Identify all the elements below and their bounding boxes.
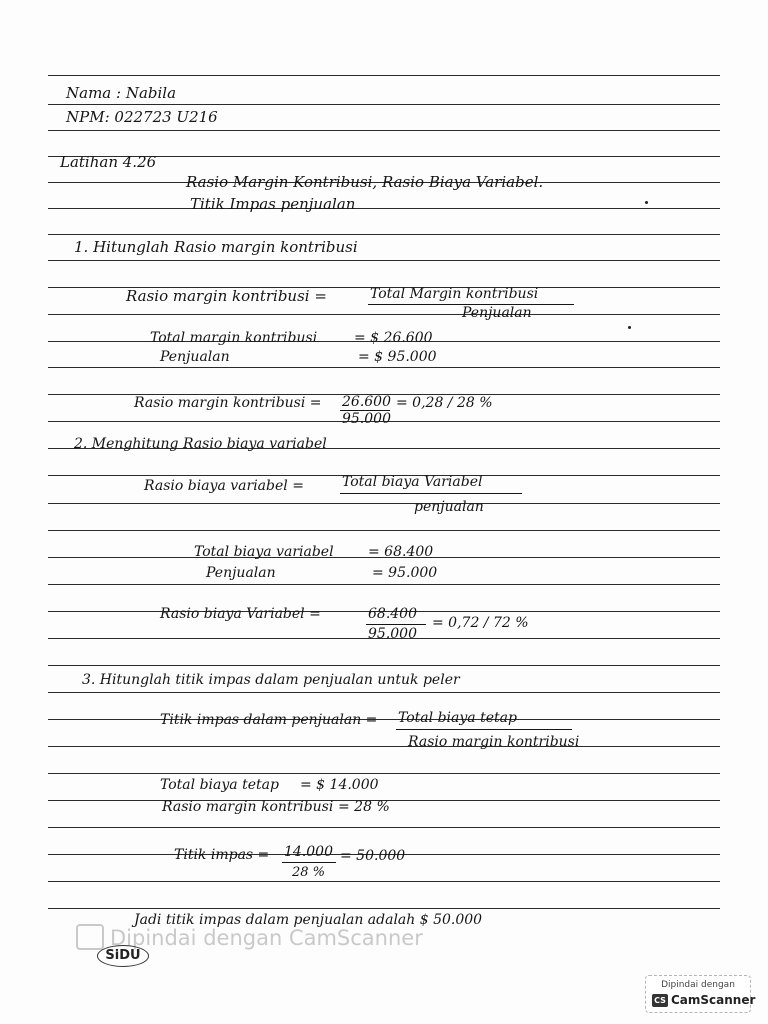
q2-formula-lhs: Rasio biaya variabel = xyxy=(144,478,304,494)
q3-calc-result: = 50.000 xyxy=(340,848,406,864)
rule-line xyxy=(48,260,720,261)
ink-dot xyxy=(645,201,648,204)
fraction-bar xyxy=(366,624,426,625)
q1-total-label: Total margin kontribusi xyxy=(150,330,318,346)
q3-fixed-label: Total biaya tetap xyxy=(160,777,279,793)
fraction-bar xyxy=(282,862,336,863)
q2-calc-lhs: Rasio biaya Variabel = xyxy=(160,606,321,622)
q2-total-value: = 68.400 xyxy=(368,544,434,560)
rule-line xyxy=(48,367,720,368)
rule-line xyxy=(48,75,720,76)
rule-line xyxy=(48,503,720,504)
camscanner-watermark: Dipindai dengan CamScanner xyxy=(110,926,423,950)
q1-calc-result: = 0,28 / 28 % xyxy=(396,395,493,411)
camscanner-logo-icon: CS xyxy=(652,994,668,1007)
q1-calc-lhs: Rasio margin kontribusi = xyxy=(134,395,322,411)
exercise-topic-1: Rasio Margin Kontribusi, Rasio Biaya Variabel. xyxy=(186,173,544,191)
q1-sales-label: Penjualan xyxy=(160,349,230,365)
rule-line xyxy=(48,104,720,105)
rule-line xyxy=(48,208,720,209)
rule-line xyxy=(48,584,720,585)
student-name: Nama : Nabila xyxy=(66,84,177,102)
q3-fixed-value: = $ 14.000 xyxy=(300,777,379,793)
q3-formula-numerator: Total biaya tetap xyxy=(398,710,517,726)
q3-heading: 3. Hitunglah titik impas dalam penjualan untuk peler xyxy=(82,672,460,688)
rule-line xyxy=(48,234,720,235)
q3-ratio-label: Rasio margin kontribusi xyxy=(162,799,334,815)
exercise-title: Latihan 4.26 xyxy=(60,153,157,171)
q2-calc-denominator: 95.000 xyxy=(368,626,417,642)
q3-calc-denominator: 28 % xyxy=(292,865,326,880)
q2-calc-result: = 0,72 / 72 % xyxy=(432,615,529,631)
q3-formula-denominator: Rasio margin kontribusi xyxy=(408,734,580,750)
rule-line xyxy=(48,130,720,131)
q3-formula-lhs: Titik impas dalam penjualan = xyxy=(160,712,378,728)
rule-line xyxy=(48,530,720,531)
q1-formula-numerator: Total Margin kontribusi xyxy=(370,286,539,302)
q3-calc-lhs: Titik impas = xyxy=(174,847,270,863)
ink-dot xyxy=(628,326,631,329)
camscanner-badge xyxy=(645,975,756,1013)
rule-line xyxy=(48,908,720,909)
fraction-bar xyxy=(340,493,522,494)
q2-formula-numerator: Total biaya Variabel xyxy=(342,474,483,490)
q2-sales-label: Penjualan xyxy=(206,565,276,581)
rule-line xyxy=(48,719,720,720)
q2-total-label: Total biaya variabel xyxy=(194,544,334,560)
fraction-bar xyxy=(396,729,572,730)
rule-line xyxy=(48,881,720,882)
rule-line xyxy=(48,314,720,315)
q1-heading: 1. Hitunglah Rasio margin kontribusi xyxy=(74,238,358,256)
rule-line xyxy=(48,773,720,774)
q2-heading: 2. Menghitung Rasio biaya variabel xyxy=(74,436,327,452)
rule-line xyxy=(48,827,720,828)
sidu-stamp: SiDU xyxy=(97,945,149,967)
q3-calc-numerator: 14.000 xyxy=(284,844,333,860)
rule-line xyxy=(48,746,720,747)
q2-sales-value: = 95.000 xyxy=(372,565,438,581)
rule-line xyxy=(48,692,720,693)
rule-line xyxy=(48,665,720,666)
badge-caption: Dipindai dengan xyxy=(661,980,735,990)
q1-calc-denominator: 95.000 xyxy=(342,411,391,427)
badge-name: CamScanner xyxy=(671,993,756,1007)
q1-calc-numerator: 26.600 xyxy=(342,394,391,410)
q2-calc-numerator: 68.400 xyxy=(368,606,417,622)
student-npm: NPM: 022723 U216 xyxy=(66,108,218,126)
q1-total-value: = $ 26.600 xyxy=(354,330,433,346)
q3-ratio-value: = 28 % xyxy=(338,799,390,815)
camscanner-watermark-logo-icon xyxy=(76,924,104,950)
q2-formula-denominator: penjualan xyxy=(414,499,484,515)
exercise-topic-2: Titik Impas penjualan xyxy=(190,195,356,213)
q3-conclusion: Jadi titik impas dalam penjualan adalah $ 50.000 xyxy=(134,912,483,928)
q1-formula-denominator: Penjualan xyxy=(462,305,532,321)
q1-sales-value: = $ 95.000 xyxy=(358,349,437,365)
q1-formula-lhs: Rasio margin kontribusi = xyxy=(126,287,327,305)
